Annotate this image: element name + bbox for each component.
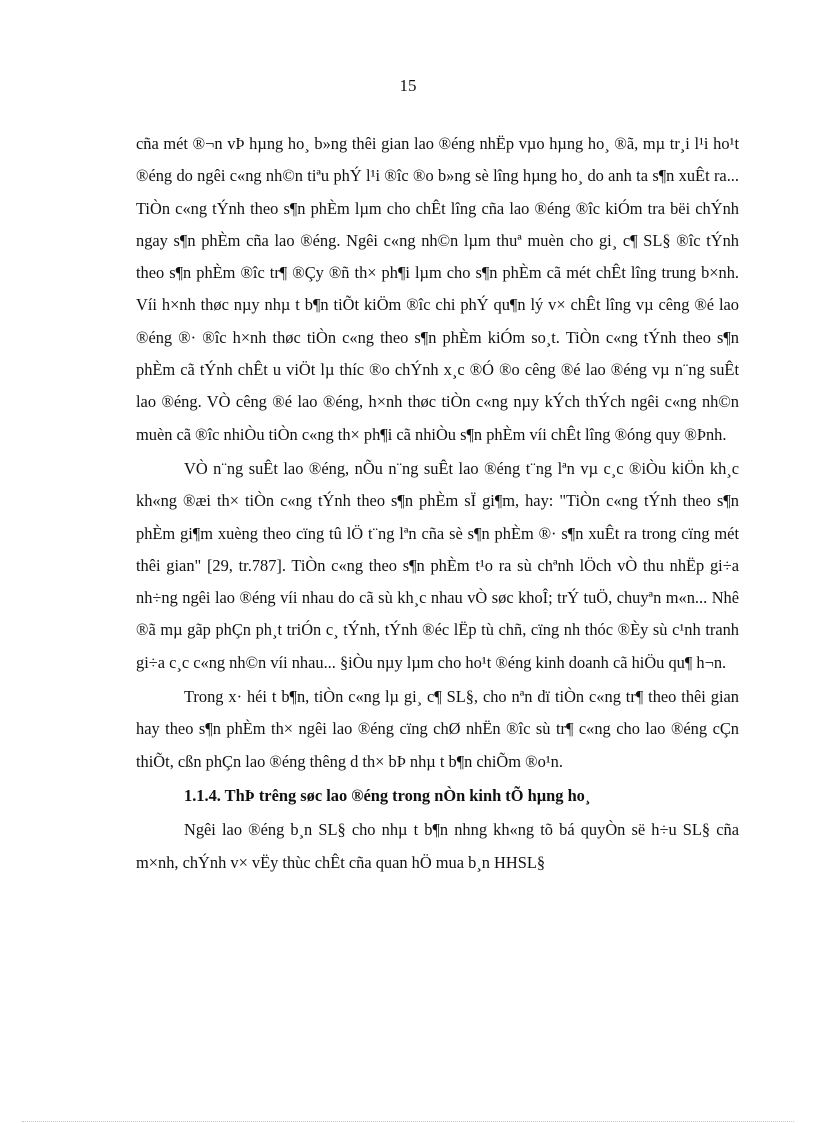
paragraph-4: Ngêi lao ®éng b¸n SL§ cho nhµ t b¶n nhng kh«ng tõ bá quyÒn së h÷u SL§ cña m×nh, chÝnh v× vËy thùc chÊt cña quan hÖ mua b¸n HHSL§: [136, 820, 739, 872]
paragraph-3: Trong x· héi t b¶n, tiÒn c«ng lµ gi¸ c¶ SL§, cho nªn dï tiÒn c«ng tr¶ theo thêi gian hay theo s¶n phÈm th× ngêi lao ®éng cïng chØ nhËn ®îc sù tr¶ c«ng cho lao ®éng cÇn thiÕt, cßn phÇn lao ®éng thêng d th× bÞ nhµ t b¶n chiÕm ®o¹n.: [136, 687, 739, 771]
section-heading: 1.1.4. ThÞ trêng søc lao ®éng trong nÒn kinh tÕ hµng ho¸: [184, 785, 591, 805]
page-bottom-divider: [22, 1121, 794, 1122]
page-body: [136, 128, 739, 879]
page-number: 15: [399, 76, 417, 95]
paragraph-2: VÒ n¨ng suÊt lao ®éng, nÕu n¨ng suÊt lao ®éng t¨ng lªn vµ c¸c ®iÒu kiÖn kh¸c kh«ng ®æi th× tiÒn c«ng tÝnh theo s¶n phÈm sÏ gi¶m, hay: "TiÒn c«ng tÝnh theo s¶n phÈm gi¶m xuèng theo cïng tû lÖ t¨ng lªn cña sè s¶n phÈm ®· s¶n xuÊt ra trong cïng mét thêi gian" [29, tr.787]. TiÒn c«ng theo s¶n phÈm t¹o ra sù chªnh lÖch vÒ thu nhËp gi÷a nh÷ng ngêi lao ®éng víi nhau do cã sù kh¸c nhau vÒ søc khoÎ; trÝ tuÖ, chuyªn m«n... Nhê ®ã mµ gãp phÇn ph¸t triÓn c¸ tÝnh, tÝnh ®éc lËp tù chñ, cïng nh thóc ®Èy sù c¹nh tranh gi÷a c¸c c«ng nh©n víi nhau... §iÒu nµy lµm cho ho¹t ®éng kinh doanh cã hiÖu qu¶ h¬n.: [136, 458, 739, 672]
paragraph-1: cña mét ®¬n vÞ hµng ho¸ b»ng thêi gian lao ®éng nhËp vµo hµng ho¸ ®ã, mµ tr¸i l¹i ho¹t ®éng do ngêi c«ng nh©n tiªu phÝ l¹i ®îc ®o b»ng sè lîng hµng ho¸ do anh ta s¶n xuÊt ra... TiÒn c«ng tÝnh theo s¶n phÈm lµm cho chÊt lîng cña lao ®éng ®îc kiÓm tra bëi chÝnh ngay s¶n phÈm cña lao ®éng. Ngêi c«ng nh©n lµm thuª muèn cho gi¸ c¶ SL§ ®îc tÝnh theo s¶n phÈm ®îc tr¶ ®Çy ®ñ th× ph¶i lµm cho s¶n phÈm cã mét chÊt lîng trung b×nh. Víi h×nh thøc nµy nhµ t b¶n tiÕt kiÖm ®îc chi phÝ qu¶n lý v× chÊt lîng vµ cêng ®é lao ®éng ®· ®îc h×nh thøc tiÒn c«ng theo s¶n phÈm kiÓm so¸t. TiÒn c«ng tÝnh theo s¶n phÈm cã tÝnh chÊt u viÖt lµ thíc ®o chÝnh x¸c ®Ó ®o cêng ®é lao ®éng vµ n¨ng suÊt lao ®éng. VÒ cêng ®é lao ®éng, h×nh thøc tiÒn c«ng nµy kÝch thÝch ngêi c«ng nh©n muèn cã ®îc nhiÒu tiÒn c«ng th× ph¶i cã nhiÒu s¶n phÈm víi chÊt lîng ®óng quy ®Þnh.: [136, 134, 739, 444]
